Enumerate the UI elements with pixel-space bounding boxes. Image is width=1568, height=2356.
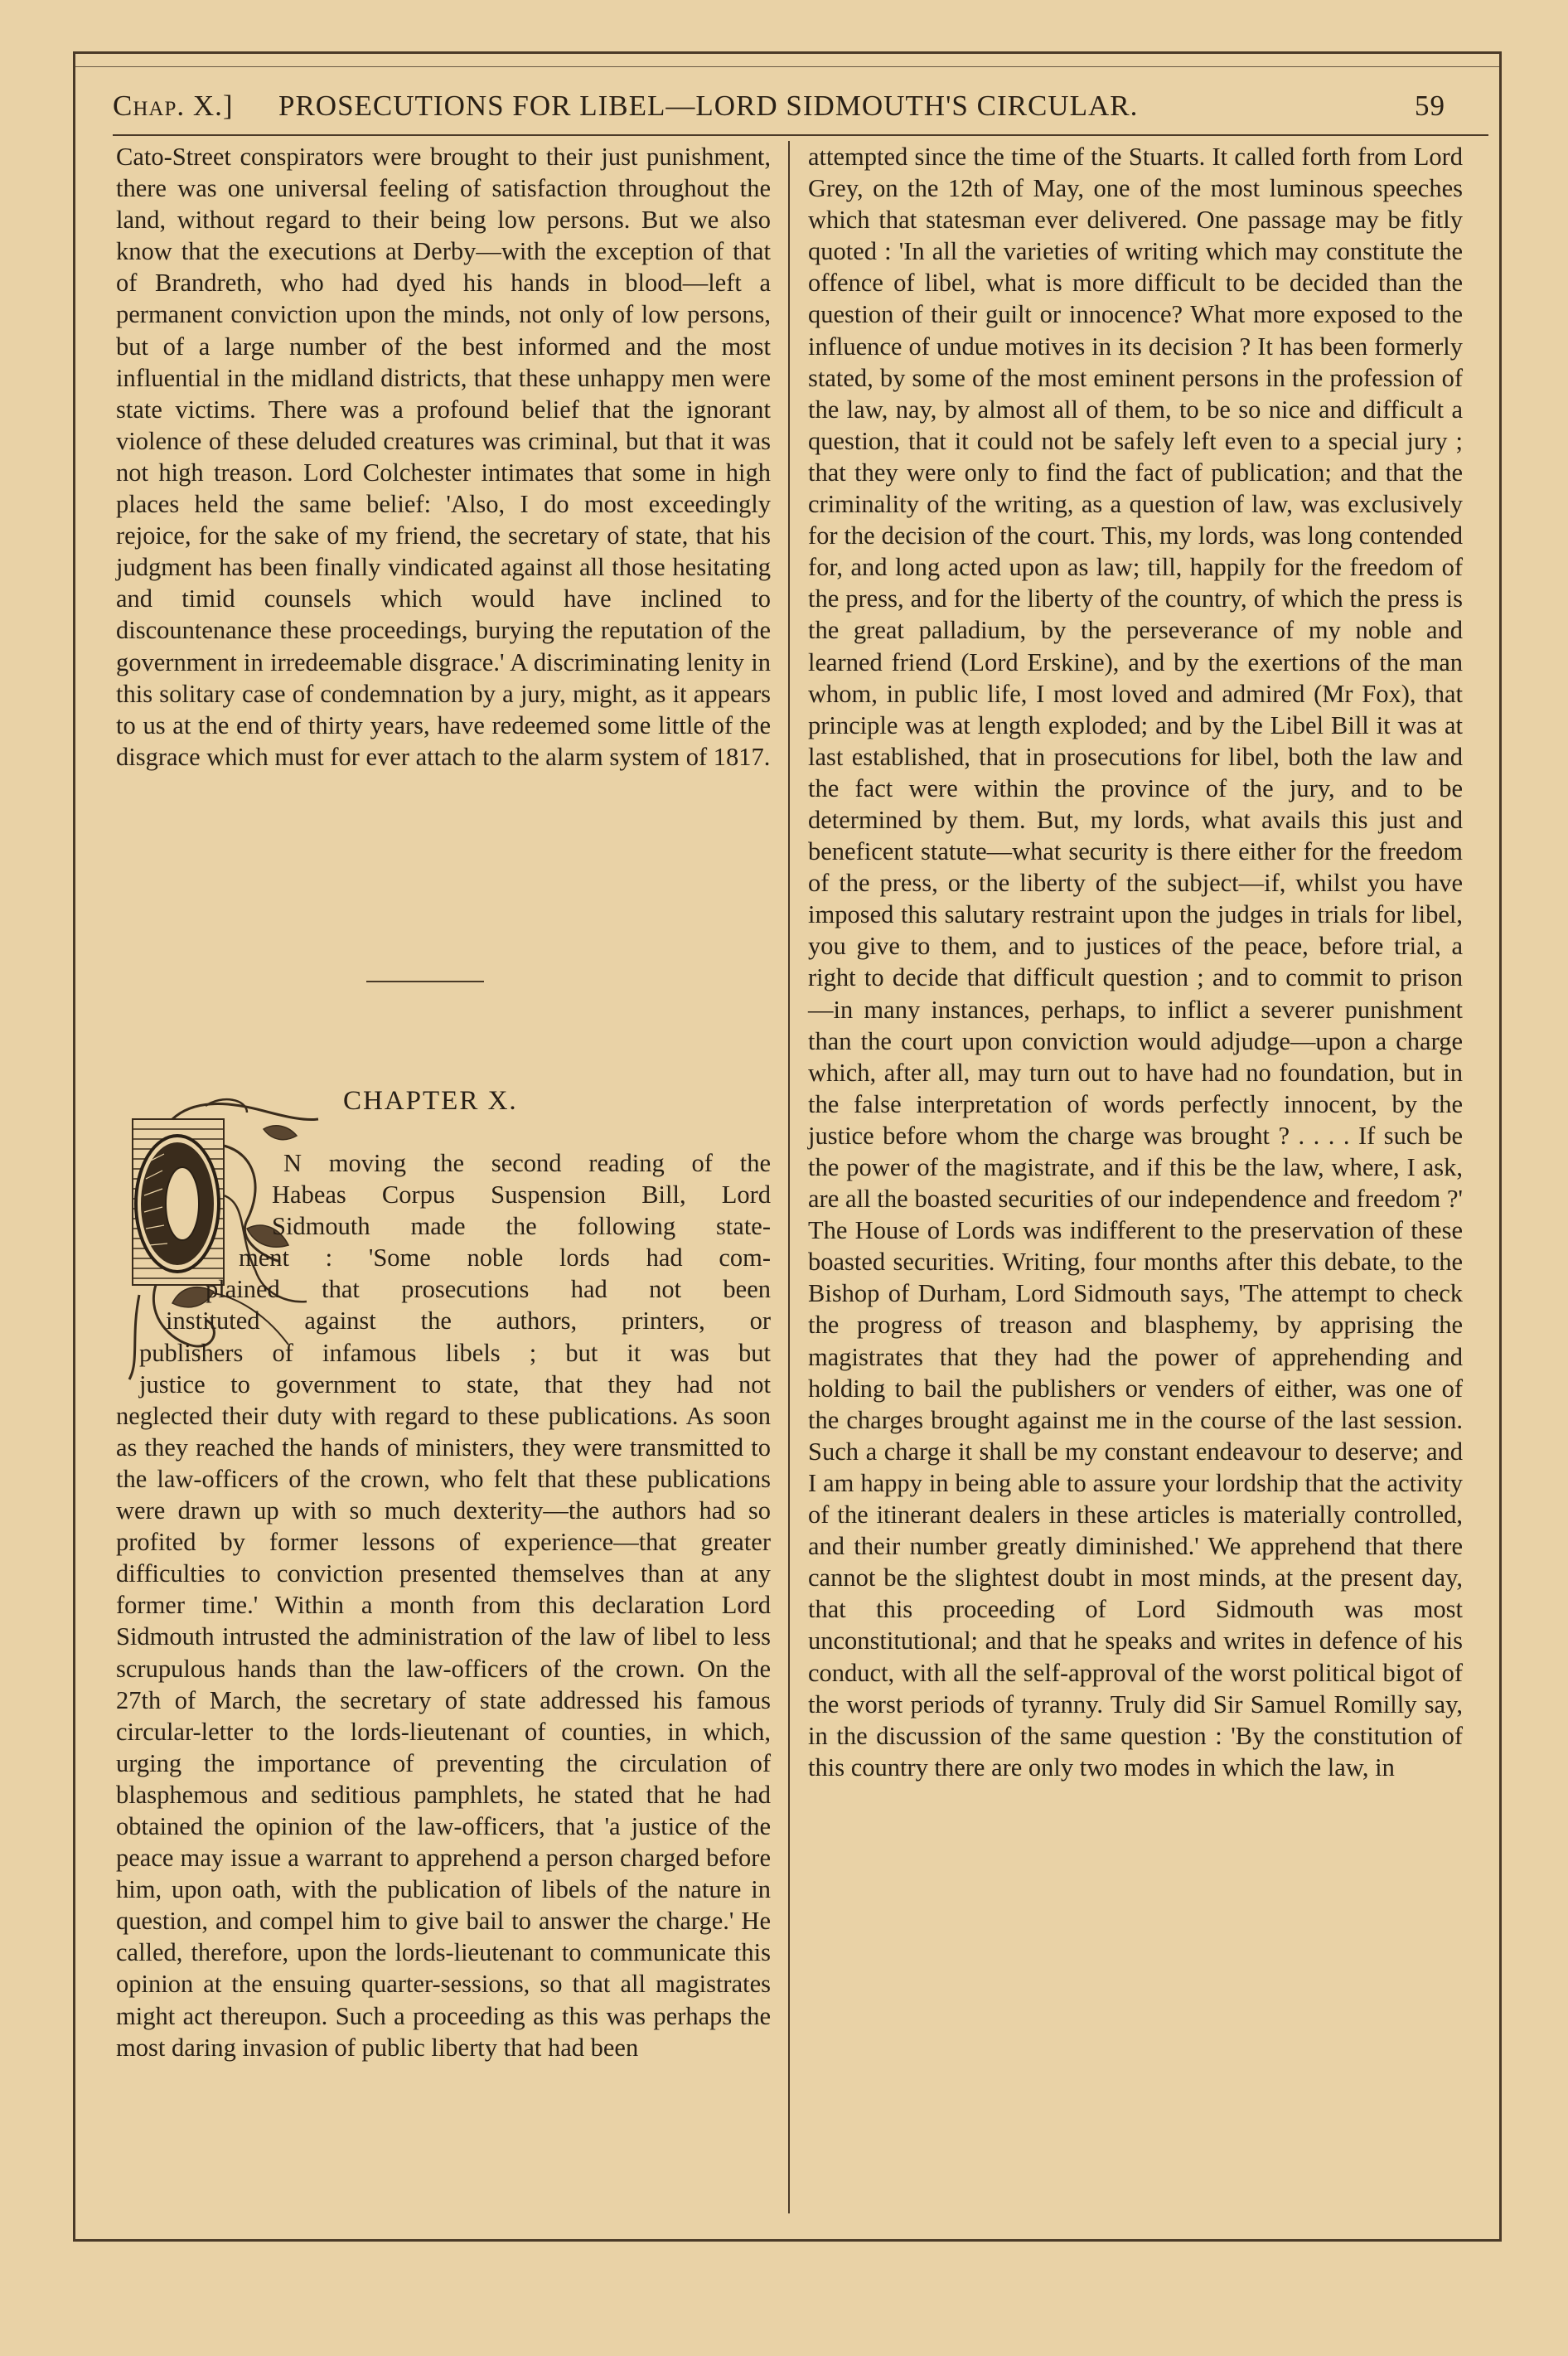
page-number: 59 (1415, 90, 1445, 122)
opening-line: ment : 'Some noble lords had com- (239, 1243, 771, 1273)
opening-line: justice to government to state, that they had not (139, 1369, 771, 1399)
column-divider (788, 141, 790, 2213)
chapter-heading: CHAPTER X. (343, 1086, 518, 1116)
opening-line: instituted against the authors, printers, or (166, 1306, 771, 1336)
opening-line: publishers of infamous libels ; but it was but (139, 1338, 771, 1367)
opening-line: Sidmouth made the following state- (272, 1212, 771, 1241)
opening-line: Habeas Corpus Suspension Bill, Lord (272, 1180, 771, 1210)
header-chapter: Chap. X.] (113, 90, 234, 122)
running-header (113, 81, 1472, 134)
right-column (808, 141, 1463, 1783)
left-column (116, 141, 771, 773)
header-rule (113, 134, 1488, 136)
opening-line: N moving the second reading of the (283, 1149, 771, 1177)
header-title: PROSECUTIONS FOR LIBEL—LORD SIDMOUTH'S CIRCULAR. (278, 90, 1139, 122)
left-column-paragraph: Cato-Street conspirators were brought to their just punishment, there was one universal feeling of satisfaction throughout the land, without regard to their being low persons. But we also know that the executions at Derby—with the exception of that of Brandreth, who had dyed his hands in blood—left a permanent conviction upon the minds, not only of low persons, but of a large number of the best informed and the most influential in the midland districts, that these unhappy men were state victims. There was a profound belief that the ignorant violence of these deluded creatures was criminal, but that it was not high treason. Lord Colchester intimates that some in high places held the same belief: 'Also, I do most exceedingly rejoice, for the sake of my friend, the secretary of state, that his judgment has been finally vindicated against all those hesitating and timid counsels which would have inclined to discountenance these proceedings, burying the reputation of the government in irredeemable disgrace.' A discriminating lenity in this solitary case of condemnation by a jury, might, as it appears to us at the end of thirty years, have redeemed some little of the disgrace which must for ever attach to the alarm system of 1817. (116, 143, 771, 771)
chapter-body-paragraph: neglected their duty with regard to these publications. As soon as they reached the hands of ministers, they were transmitted to the law-officers of the crown, who felt that these publications were drawn up with so much dexterity—the authors had so profited by former lessons of experience—that greater difficulties to conviction presented themselves than at any former time.' Within a month from this declaration Lord Sidmouth intrusted the administration of the law of libel to less scrupulous hands than the law-officers of the crown. On the 27th of March, the secretary of state addressed his famous circular-letter to the lords-lieutenant of counties, in which, urging the importance of preventing the circulation of blasphemous and seditious pamphlets, he stated that he had obtained the opinion of the law-officers, that 'a justice of the peace may issue a warrant to apprehend a person charged before him, upon oath, with the publication of libels of the nature in question, and compel him to give bail to answer the charge.' He called, therefore, upon the lords-lieutenant to communicate this opinion at the ensuing quarter-sessions, so that all magistrates might act thereupon. Such a proceeding as this was perhaps the most daring invasion of public liberty that had been (116, 1401, 771, 2062)
opening-line: plained that prosecutions had not been (206, 1275, 771, 1304)
chapter-opening (116, 1147, 771, 2063)
section-divider (366, 981, 484, 982)
right-column-paragraph: attempted since the time of the Stuarts. It called forth from Lord Grey, on the 12th of May, one of the most luminous speeches which that statesman ever delivered. One passage may be fitly quoted : 'In all the varieties of writing which may constitute the offence of libel, what is more difficult to be decided than the question of their guilt or innocence? What more exposed to the influence of undue motives in its decision ? It has been formerly stated, by some of the most eminent persons in the profession of the law, nay, by almost all of them, to be so nice and difficult a question, that it could not be safely left even to a special jury ; that they were only to find the fact of publication; and that the criminality of the writing, as a question of law, was exclusively for the decision of the court. This, my lords, was long contended for, and long acted upon as law; till, happily for the freedom of the press, and for the liberty of the country, of which the press is the great palladium, by the perseverance of my noble and learned friend (Lord Erskine), and by the exertions of the man whom, in public life, I most loved and admired (Mr Fox), that principle was at length exploded; and by the Libel Bill it was at last established, that in prosecutions for libel, both the law and the fact were within the province of the jury, and to be determined by them. But, my lords, what avails this just and beneficent statute—what security is there either for the freedom of the press, or the liberty of the subject—if, whilst you have imposed this salutary restraint upon the judges in trials for libel, you give to them, and to justices of the peace, before trial, a right to decide that difficult question ; and to commit to prison—in many instances, perhaps, to inflict a severer punishment than the court upon conviction would adjudge—upon a charge which, after all, may turn out to have had no foundation, but in the false interpretation of words perfectly innocent, by the justice before whom the charge was brought ? . . . . If such be the power of the magistrate, and if this be the law, where, I ask, are all the boasted securities of our independence and freedom ?' The House of Lords was indifferent to the preservation of these boasted securities. Writing, four months after this debate, to the Bishop of Durham, Lord Sidmouth says, 'The attempt to check the progress of treason and blasphemy, by apprising the magistrates that they had the power of apprehending and holding to bail the publishers or venders of either, was one of the charges brought against me in the course of the last session. Such a charge it shall be my constant endeavour to deserve; and I am happy in being able to assure your lordship that the activity of the itinerant dealers in these articles is materially controlled, and their number greatly diminished.' We apprehend that there cannot be the slightest doubt in most minds, at the present day, that this proceeding of Lord Sidmouth was most unconstitutional; and that he speaks and writes in defence of his conduct, with all the self-approval of the worst political bigot of the worst periods of tyranny. Truly did Sir Samuel Romilly say, in the discussion of the same question : 'By the constitution of this country there are only two modes in which the law, in (808, 143, 1463, 1782)
